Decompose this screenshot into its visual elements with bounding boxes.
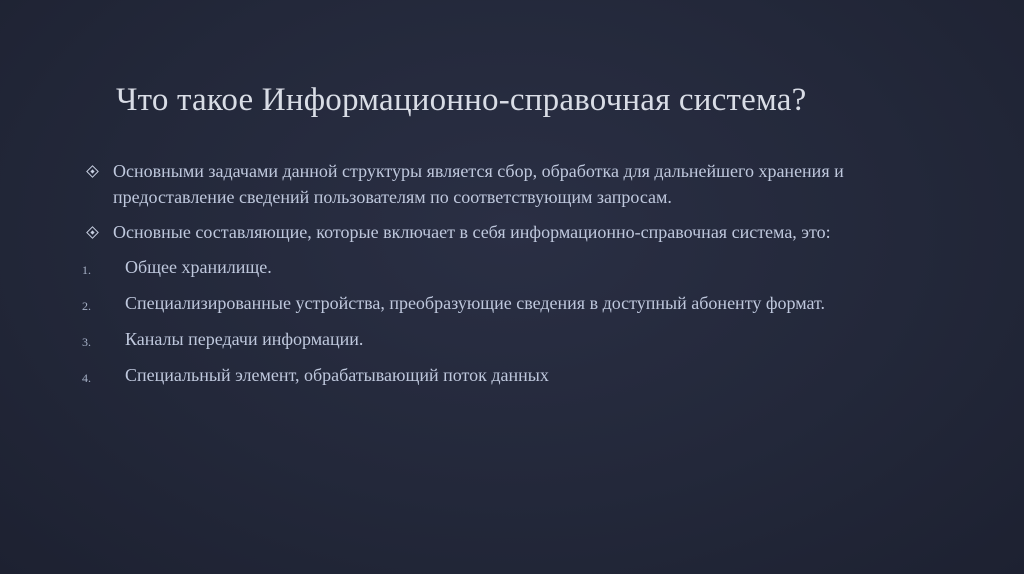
item-text: Специализированные устройства, преобразующие сведения в доступный абоненту формат. [125,293,826,313]
item-text: Специальный элемент, обрабатывающий поток данных [125,365,549,385]
numbered-item [82,362,922,388]
numbered-item [82,326,922,352]
item-text: Общее хранилище. [125,257,272,277]
item-number: 4. [82,371,91,385]
diamond-bullet-icon [86,165,99,178]
item-text: Каналы передачи информации. [125,329,364,349]
item-number: 1. [82,263,91,277]
slide-content [82,158,922,398]
bullet-text: Основными задачами данной структуры является сбор, обработка для дальнейшего хранения и предоставление сведений пользователям по соответствующим запросам. [113,161,844,207]
bullet-text: Основные составляющие, которые включает в себя информационно-справочная система, это: [113,222,831,242]
bullet-item [82,219,922,245]
item-number: 3. [82,335,91,349]
bullet-item [82,158,922,210]
numbered-item [82,290,922,316]
slide-title: Что такое Информационно-справочная система? [116,82,807,118]
item-number: 2. [82,299,91,313]
numbered-item [82,254,922,280]
diamond-bullet-icon [86,226,99,239]
